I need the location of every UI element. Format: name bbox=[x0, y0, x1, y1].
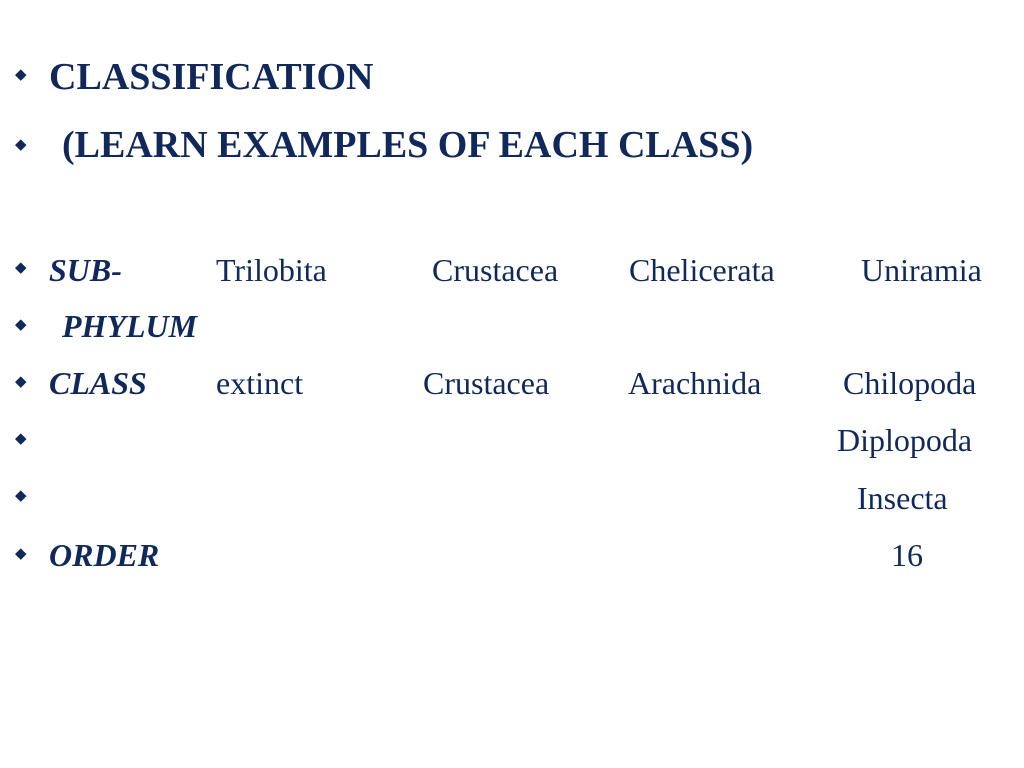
bullet-icon: ◆ bbox=[15, 260, 27, 276]
order-count: 16 bbox=[891, 537, 923, 573]
subphylum-label: SUB- bbox=[49, 252, 122, 288]
class-diplopoda: Diplopoda bbox=[837, 422, 973, 458]
slide-title: CLASSIFICATION bbox=[49, 56, 374, 98]
bullet-icon: ◆ bbox=[15, 317, 27, 333]
class-label: CLASS bbox=[49, 365, 147, 401]
bullet-icon: ◆ bbox=[15, 431, 27, 447]
bullet-icon: ◆ bbox=[15, 67, 27, 83]
order-label: ORDER bbox=[49, 537, 160, 573]
class-extinct: extinct bbox=[216, 365, 304, 401]
class-insecta: Insecta bbox=[857, 480, 948, 516]
subphylum-uniramia: Uniramia bbox=[861, 252, 982, 288]
subphylum-chelicerata: Chelicerata bbox=[629, 252, 775, 288]
class-arachnida: Arachnida bbox=[628, 365, 762, 401]
bullet-icon: ◆ bbox=[15, 488, 27, 504]
class-crustacea: Crustacea bbox=[423, 365, 550, 401]
subphylum-crustacea: Crustacea bbox=[432, 252, 559, 288]
bullet-icon: ◆ bbox=[15, 546, 27, 562]
phylum-label: PHYLUM bbox=[62, 308, 198, 344]
slide-subtitle: (LEARN EXAMPLES OF EACH CLASS) bbox=[62, 124, 754, 166]
class-chilopoda: Chilopoda bbox=[843, 365, 977, 401]
bullet-icon: ◆ bbox=[15, 374, 27, 390]
subphylum-trilobita: Trilobita bbox=[216, 252, 327, 288]
bullet-icon: ◆ bbox=[15, 137, 27, 153]
